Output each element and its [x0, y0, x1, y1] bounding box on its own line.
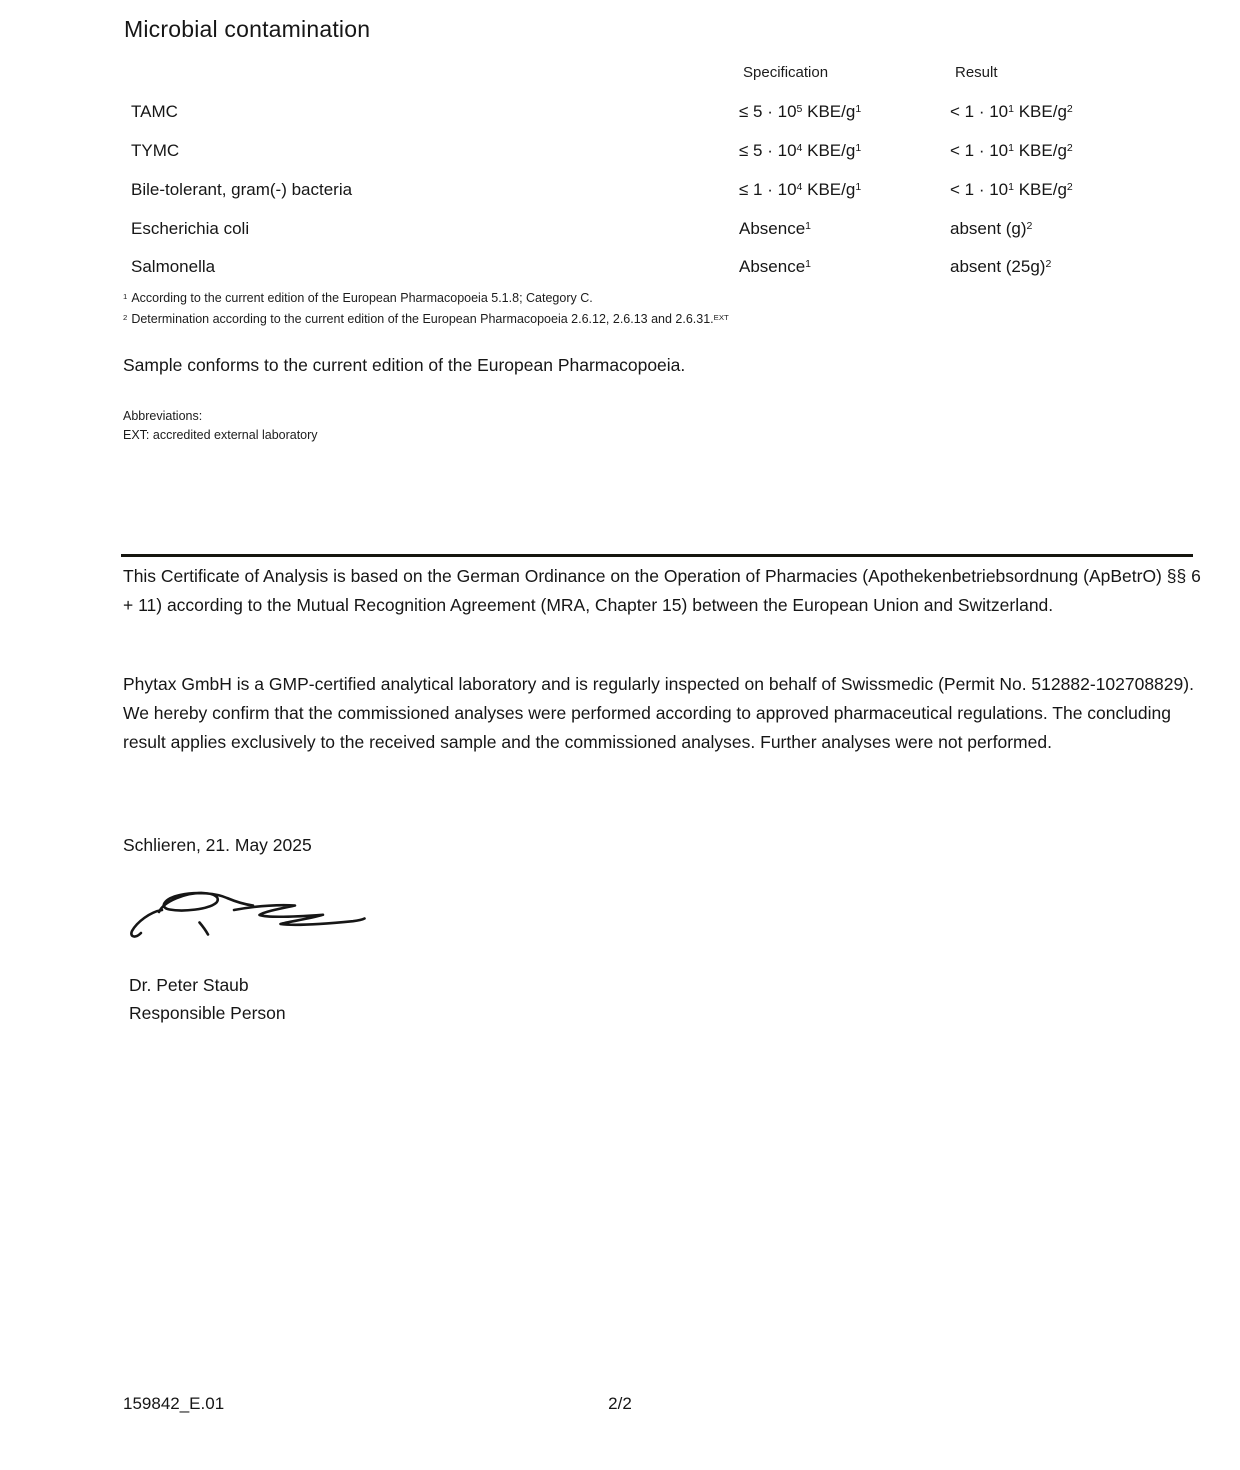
result-text: KBE/g	[1013, 141, 1067, 160]
spec-superscript: 1	[805, 258, 812, 271]
column-header-result: Result	[955, 64, 998, 81]
result-text: absent (g)	[950, 219, 1027, 238]
abbreviation-item-ext: EXT: accredited external laboratory	[123, 428, 318, 442]
spec-superscript: 4	[796, 181, 803, 194]
spec-superscript: 5	[796, 103, 803, 116]
legal-paragraph-phytax: Phytax GmbH is a GMP-certified analytical laboratory and is regularly inspected on behalf of Swissmedic (Permit No. 512882-102708829). We hereby confirm that the commissioned analyses were performed according to approved pharmaceutical regulations. The concluding result applies exclusively to the received sample and the commissioned analyses. Further analyses were not performed.	[123, 674, 1194, 752]
analysis-name: TAMC	[131, 102, 178, 121]
table-row-salmonella	[0, 257, 1240, 287]
spec-text: Absence	[739, 219, 806, 238]
document-id: 159842_E.01	[123, 1394, 225, 1413]
horizontal-divider	[121, 554, 1193, 557]
signer-block	[129, 971, 286, 1027]
specification-value	[739, 219, 811, 239]
analysis-name: Salmonella	[131, 257, 216, 276]
result-text: KBE/g	[1013, 102, 1067, 121]
spec-superscript: 4	[796, 142, 803, 155]
analysis-name: Bile-tolerant, gram(-) bacteria	[131, 180, 353, 199]
table-row-tymc	[0, 141, 1240, 171]
result-value	[950, 102, 1073, 122]
result-superscript: 2	[1066, 142, 1073, 155]
result-superscript: 1	[1008, 103, 1014, 116]
spec-text: KBE/g	[802, 180, 856, 199]
spec-superscript: 1	[805, 220, 812, 233]
specification-value	[739, 257, 811, 277]
place-and-date: Schlieren, 21. May 2025	[123, 835, 312, 855]
result-value	[950, 180, 1073, 200]
spec-superscript: 1	[855, 142, 862, 155]
table-row-escherichia-coli	[0, 219, 1240, 249]
result-text: < 1 · 10	[950, 141, 1009, 160]
result-superscript: 2	[1066, 181, 1073, 194]
conformity-statement: Sample conforms to the current edition of the European Pharmacopoeia.	[123, 355, 686, 375]
result-superscript: 1	[1008, 181, 1014, 194]
result-superscript: 2	[1045, 258, 1052, 271]
footnote-marker: 2	[123, 312, 128, 322]
result-text: < 1 · 10	[950, 180, 1009, 199]
legal-paragraph-apbetro: This Certificate of Analysis is based on the German Ordinance on the Operation of Pharmacies (Apothekenbetriebsordnung (ApBetrO) §§ 6 + 11) according to the Mutual Recognition Agreement (MRA, Chapter 15) between the European Union and Switzerland.	[123, 566, 1201, 615]
spec-superscript: 1	[855, 181, 862, 194]
footnote-2	[123, 312, 1123, 326]
signer-name: Dr. Peter Staub	[129, 975, 249, 995]
column-header-specification: Specification	[743, 64, 829, 81]
spec-text: ≤ 5 · 10	[739, 102, 797, 121]
signer-role: Responsible Person	[129, 1003, 286, 1023]
specification-value	[739, 141, 861, 161]
table-row-tamc	[0, 102, 1240, 132]
spec-text: Absence	[739, 257, 806, 276]
result-value	[950, 141, 1073, 161]
result-superscript: 2	[1026, 220, 1033, 233]
footnote-marker: 1	[123, 291, 128, 301]
spec-text: ≤ 5 · 10	[739, 141, 797, 160]
result-text: < 1 · 10	[950, 102, 1009, 121]
analysis-name: TYMC	[131, 141, 180, 160]
spec-text: KBE/g	[802, 102, 856, 121]
specification-value	[739, 180, 861, 200]
page-title: Microbial contamination	[124, 16, 371, 42]
spec-superscript: 1	[855, 103, 862, 116]
footnote-ext-superscript: EXT	[713, 312, 729, 322]
result-superscript: 2	[1066, 103, 1073, 116]
footnote-1	[123, 291, 1123, 305]
abbreviations-label: Abbreviations:	[123, 409, 203, 423]
specification-value	[739, 102, 861, 122]
spec-text: KBE/g	[802, 141, 856, 160]
footnote-text: Determination according to the current edition of the European Pharmacopoeia 2.6.12, 2.6.13 and 2.6.31.	[131, 312, 714, 326]
result-value	[950, 219, 1032, 239]
result-text: KBE/g	[1013, 180, 1067, 199]
page-number: 2/2	[608, 1394, 632, 1413]
table-row-bile-tolerant	[0, 180, 1240, 210]
footnote-text: According to the current edition of the European Pharmacopoeia 5.1.8; Category C.	[131, 291, 593, 305]
spec-text: ≤ 1 · 10	[739, 180, 797, 199]
signature-image	[112, 878, 392, 958]
abbreviations-block	[123, 407, 318, 445]
result-value	[950, 257, 1051, 277]
analysis-name: Escherichia coli	[131, 219, 250, 238]
result-text: absent (25g)	[950, 257, 1046, 276]
result-superscript: 1	[1008, 142, 1014, 155]
